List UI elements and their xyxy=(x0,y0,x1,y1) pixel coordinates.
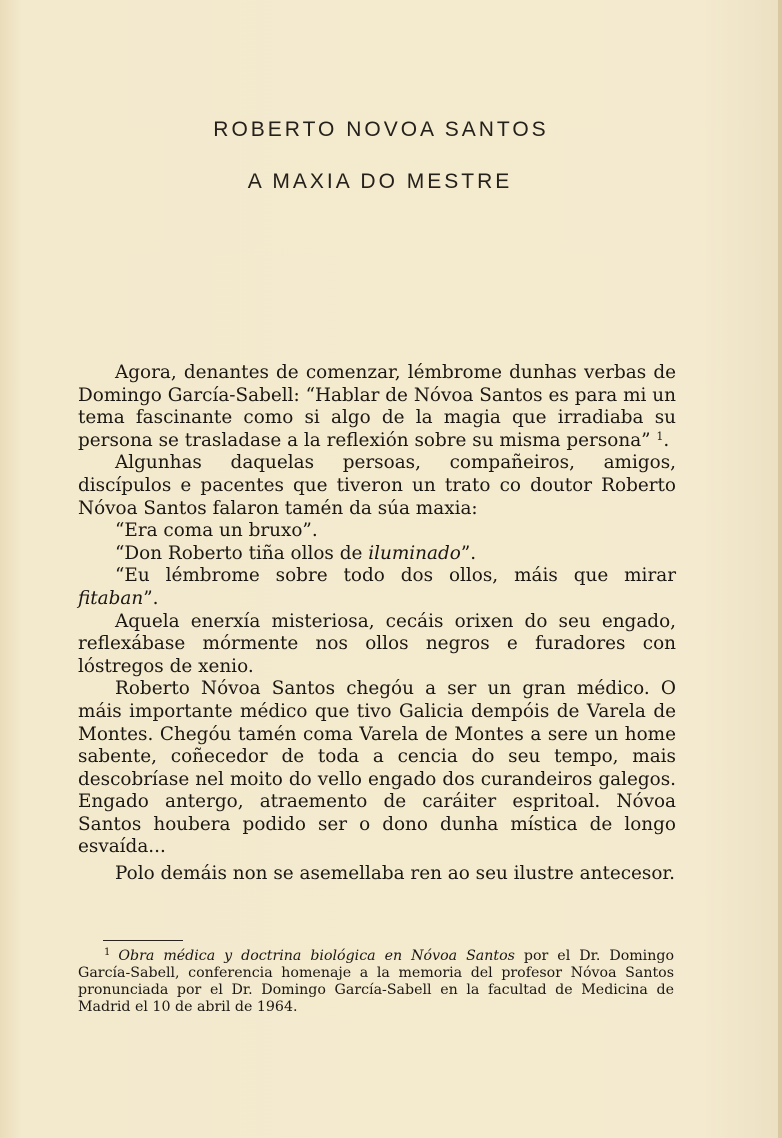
text-run: Roberto Nóvoa Santos chegóu a ser un gran médico. O máis importante médico que tivo Galicia dempóis de Varela de Montes. Chegóu tamén coma Varela de Montes a sere un home sabente, coñecedor de toda a cencia do seu tempo, mais descobríase nel moito do vello engado dos curandeiros galegos. Engado antergo, atraemento de caráiter espritoal. Nóvoa Santos houbera podido ser o dono dunha mística de longo esvaída... xyxy=(78,678,676,858)
italic-text-run: fitaban xyxy=(78,587,144,609)
text-run: ”. xyxy=(460,542,477,564)
footnote-rule xyxy=(103,940,183,941)
text-run: ”. xyxy=(143,587,159,609)
text-run: por el Dr. Domingo García-Sabell, conferencia homenaje a la memoria del profesor Nóvoa Santos pronunciada por el Dr. Domingo García-Sabell en la facultad de Medicina de Madrid el 10 de abril de 1964. xyxy=(78,948,674,1015)
paragraph xyxy=(78,362,676,452)
chapter-author: ROBERTO NOVOA SANTOS xyxy=(213,118,549,141)
footnote-marker: 1 xyxy=(104,947,111,958)
paragraph xyxy=(78,863,676,886)
text-run: Polo demáis non se asemellaba ren ao seu ilustre antecesor. xyxy=(115,863,676,885)
page-edge xyxy=(778,0,782,1138)
chapter-title: A MAXIA DO MESTRE xyxy=(247,170,513,193)
paragraph xyxy=(78,520,676,543)
italic-text-run: iluminado xyxy=(368,542,461,564)
paragraph xyxy=(78,543,676,566)
footnote xyxy=(78,948,674,1016)
body-text xyxy=(78,362,676,886)
paragraph xyxy=(78,678,676,859)
paragraph xyxy=(78,611,676,679)
text-run: Aquela enerxía misteriosa, cecáis orixen do seu engado, reflexábase mórmente nos ollos negros e furadores con lóstregos de xenio. xyxy=(78,610,676,677)
text-run: Algunhas daquelas persoas, compañeiros, amigos, discípulos e pacentes que tiveron un trato co doutor Roberto Nóvoa Santos falaron tamén da súa maxia: xyxy=(78,452,676,519)
paragraph xyxy=(78,565,676,610)
footnote-text xyxy=(78,948,674,1016)
text-run: “Era coma un bruxo”. xyxy=(115,520,318,542)
footnote-reference: 1 xyxy=(656,429,664,443)
italic-text-run: Obra médica y doctrina biológica en Nóvoa Santos xyxy=(118,948,515,964)
paragraph xyxy=(78,452,676,520)
text-run: . xyxy=(663,429,670,451)
text-run: “Eu lémbrome sobre todo dos ollos, máis que mirar xyxy=(115,565,676,587)
text-run: “Don Roberto tiña ollos de xyxy=(115,542,369,564)
text-run: Agora, denantes de comenzar, lémbrome dunhas verbas de Domingo García-Sabell: “Hablar de Nóvoa Santos es para mi un tema fascinante como si algo de la magia que irradiaba su persona se trasladase a la reflexión sobre su misma persona” xyxy=(78,362,676,451)
